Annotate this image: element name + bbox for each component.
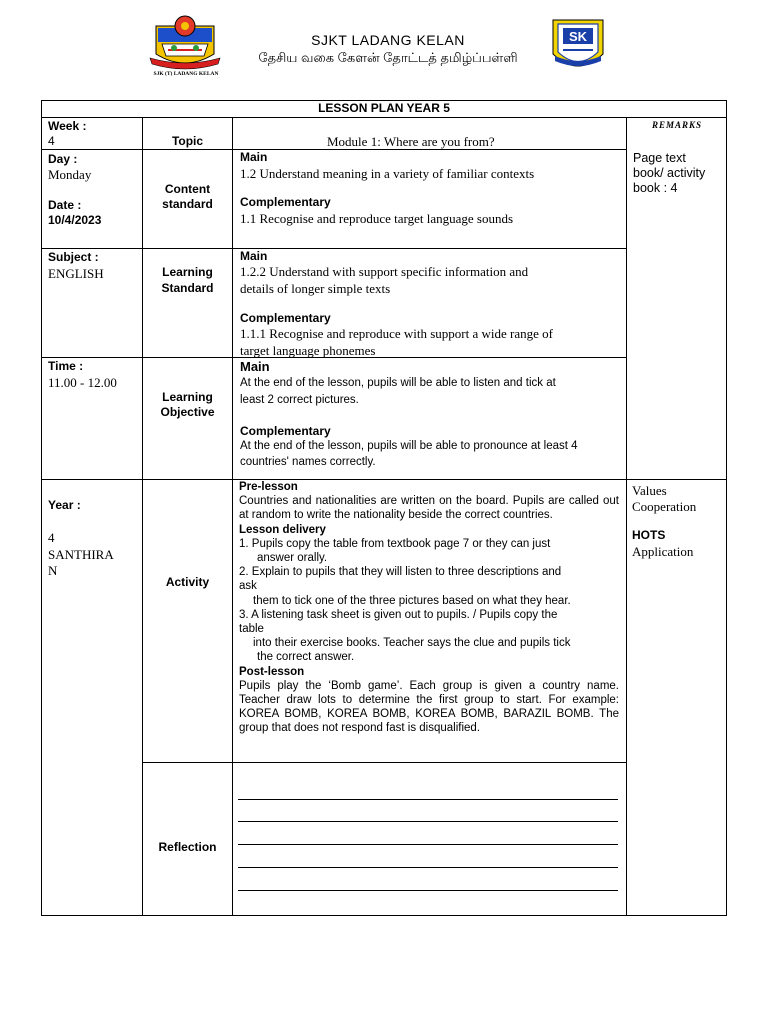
subject-label: Subject : <box>48 250 99 264</box>
reflection-line-5[interactable] <box>238 890 618 891</box>
time-label: Time : <box>48 359 84 373</box>
learning-comp-text-2: target language phonemes <box>240 343 376 358</box>
content-comp-label: Complementary <box>240 195 331 209</box>
week-value: 4 <box>48 134 55 148</box>
objective-main-label: Main <box>240 359 270 374</box>
learning-main-text-1: 1.2.2 Understand with support specific information and <box>240 264 529 279</box>
activity-label: Activity <box>165 575 210 589</box>
school-name-tamil: தேசிய வகை கேளன் தோட்டத் தமிழ்ப்பள்ளி <box>258 50 518 65</box>
content-standard-label-2: standard <box>162 197 213 211</box>
delivery-step-3b: table <box>239 623 264 636</box>
teacher-name-1: SANTHIRA <box>48 547 114 562</box>
delivery-step-1b: answer orally. <box>257 552 328 565</box>
content-standard-label-1: Content <box>164 182 211 196</box>
school-shield-logo <box>549 16 607 78</box>
hots-label: HOTS <box>632 528 666 542</box>
learning-standard-label-2: Standard <box>161 281 214 295</box>
learning-objective-label-2: Objective <box>160 405 215 419</box>
remarks-page-1: Page text <box>633 151 686 165</box>
remarks-page-3: book : 4 <box>633 181 678 195</box>
objective-comp-text-2: countries' names correctly. <box>240 456 376 468</box>
svg-text:SK: SK <box>568 29 588 44</box>
delivery-step-3c: into their exercise books. Teacher says the clue and pupils tick <box>253 637 571 650</box>
date-label: Date : <box>48 198 82 212</box>
reflection-line-2[interactable] <box>238 821 618 822</box>
delivery-step-3d: the correct answer. <box>257 651 355 664</box>
post-lesson-label: Post-lesson <box>239 665 305 678</box>
content-comp-text: 1.1 Recognise and reproduce target language sounds <box>240 211 514 226</box>
year-label: Year : <box>48 498 81 512</box>
remarks-page-2: book/ activity <box>633 166 706 180</box>
school-name: SJKT LADANG KELAN <box>311 32 465 48</box>
page-header <box>0 0 768 100</box>
delivery-step-2b: ask <box>239 580 257 593</box>
values-label: Values <box>632 483 667 498</box>
activity-content <box>239 480 619 736</box>
objective-main-text-1: At the end of the lesson, pupils will be able to listen and tick at <box>240 377 556 389</box>
learning-comp-text-1: 1.1.1 Recognise and reproduce with support a wide range of <box>240 326 553 341</box>
delivery-step-1a: 1. Pupils copy the table from textbook page 7 or they can just <box>239 537 551 550</box>
delivery-step-2a: 2. Explain to pupils that they will listen to three descriptions and <box>239 566 562 579</box>
date-value: 10/4/2023 <box>48 213 102 227</box>
reflection-line-4[interactable] <box>238 867 618 868</box>
content-main-text: 1.2 Understand meaning in a variety of familiar contexts <box>240 166 535 181</box>
day-label: Day : <box>48 152 78 166</box>
pre-lesson-label: Pre-lesson <box>239 481 298 493</box>
week-label: Week : <box>48 119 87 133</box>
day-value: Monday <box>48 167 92 182</box>
learning-main-label: Main <box>240 249 268 263</box>
reflection-line-1[interactable] <box>238 799 618 800</box>
year-value: 4 <box>48 530 55 545</box>
learning-main-text-2: details of longer simple texts <box>240 281 391 296</box>
remarks-header: REMARKS <box>651 120 703 130</box>
lesson-plan-title: LESSON PLAN YEAR 5 <box>318 101 450 115</box>
objective-main-text-2: least 2 correct pictures. <box>240 394 359 406</box>
time-value: 11.00 - 12.00 <box>48 375 117 390</box>
left-logo-caption: SJK (T) LADANG KELAN <box>153 71 219 77</box>
learning-standard-label-1: Learning <box>162 265 213 279</box>
lesson-delivery-label: Lesson delivery <box>239 523 326 536</box>
learning-comp-label: Complementary <box>240 311 331 325</box>
reflection-line-3[interactable] <box>238 844 618 845</box>
hots-value: Application <box>632 544 694 559</box>
subject-value: ENGLISH <box>48 266 104 281</box>
learning-objective-label-1: Learning <box>162 390 213 404</box>
reflection-label: Reflection <box>158 840 217 854</box>
values-value: Cooperation <box>632 499 697 514</box>
pre-lesson-text: Countries and nationalities are written on the board. Pupils are called out at random to write the nationality beside the correct countries. <box>239 495 619 522</box>
delivery-step-3a: 3. A listening task sheet is given out to pupils. / Pupils copy the <box>239 608 558 621</box>
objective-comp-text-1: At the end of the lesson, pupils will be able to pronounce at least 4 <box>240 440 578 452</box>
objective-comp-label: Complementary <box>240 424 331 438</box>
delivery-step-2c: them to tick one of the three pictures based on what they hear. <box>253 594 571 607</box>
post-lesson-text: Pupils play the ‘Bomb game’. Each group is given a country name. Teacher draw lots to determine the first group to start. For example: KOREA BOMB, KOREA BOMB, KOREA BOMB, BARAZIL BOMB. The group that does not respond fast is disqualified. <box>239 679 619 735</box>
topic-label: Topic <box>171 134 204 148</box>
teacher-name-2: N <box>48 563 58 578</box>
topic-value: Module 1: Where are you from? <box>327 134 495 149</box>
content-main-label: Main <box>240 150 268 164</box>
